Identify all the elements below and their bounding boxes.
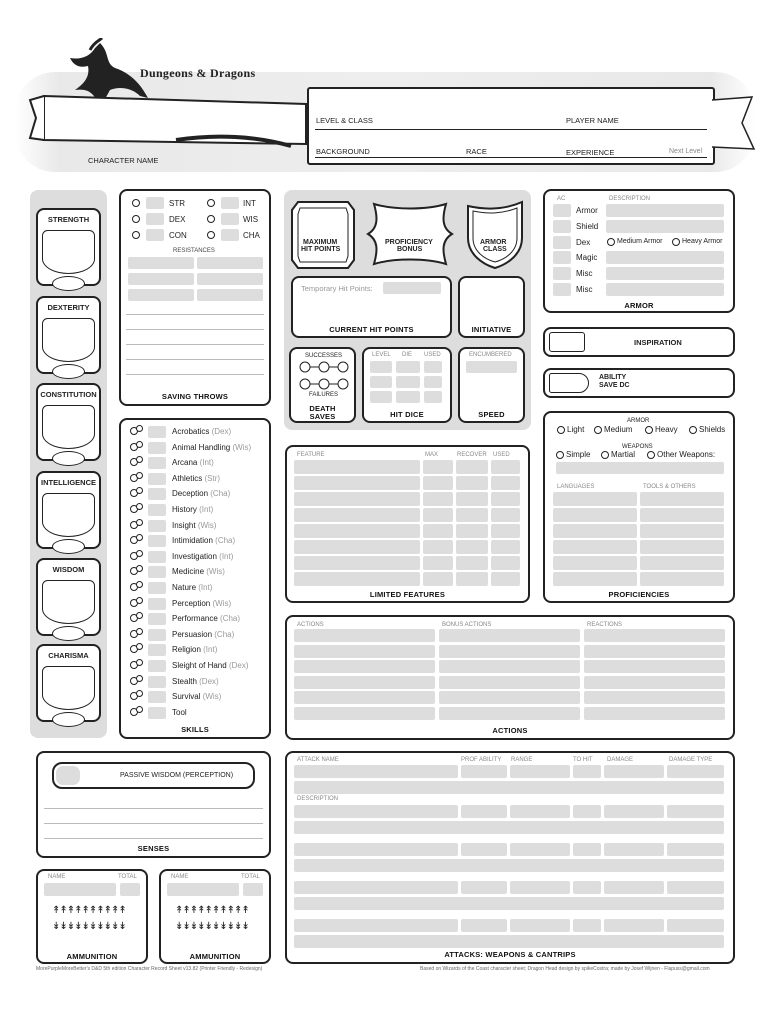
skill-name: Sleight of Hand (Dex) [172, 661, 249, 670]
armor-ac-field[interactable] [553, 236, 571, 249]
saving-throws-box [119, 189, 271, 406]
skill-value-field[interactable] [148, 691, 166, 703]
skill-row[interactable] [130, 503, 270, 517]
attack-field[interactable] [667, 843, 724, 856]
death-save-failure-checks[interactable] [299, 378, 349, 390]
attack-field[interactable] [667, 919, 724, 932]
character-name-label: CHARACTER NAME [88, 156, 159, 165]
attack-field[interactable] [294, 805, 458, 818]
attack-description-field[interactable] [294, 935, 724, 948]
armor-class-shield-icon [464, 198, 526, 270]
skill-row[interactable] [130, 643, 270, 657]
inspiration-box[interactable]: INSPIRATION [543, 327, 735, 357]
feature-max-field[interactable] [423, 540, 453, 554]
character-name-banner [26, 88, 316, 158]
expertise-circle-icon[interactable] [136, 690, 143, 697]
skill-name: Animal Handling (Wis) [172, 442, 252, 452]
feature-recover-field[interactable] [456, 556, 488, 570]
skill-name: Acrobatics (Dex) [172, 427, 232, 436]
other-weapons-field[interactable] [556, 462, 724, 474]
skill-value-field[interactable] [148, 582, 166, 594]
save-int: INT [243, 199, 256, 208]
skill-value-field[interactable] [148, 676, 166, 688]
skill-name: Nature (Int) [172, 583, 213, 592]
feature-used-field[interactable] [491, 492, 520, 506]
feature-max-field[interactable] [423, 524, 453, 538]
skill-name: Insight (Wis) [172, 520, 217, 530]
logo-text: Dungeons & Dragons [140, 66, 256, 80]
attack-field[interactable] [294, 919, 458, 932]
feature-used-field[interactable] [491, 524, 520, 538]
attack-field[interactable] [573, 805, 601, 818]
language-field[interactable] [553, 524, 637, 538]
armor-ac-field[interactable] [553, 204, 571, 217]
feature-name-field[interactable] [294, 572, 420, 586]
skill-value-field[interactable] [148, 488, 166, 500]
expertise-circle-icon[interactable] [136, 534, 143, 541]
language-field[interactable] [553, 572, 637, 586]
expertise-circle-icon[interactable] [136, 472, 143, 479]
language-field[interactable] [553, 556, 637, 570]
action-field[interactable] [294, 707, 435, 720]
action-field[interactable] [584, 645, 725, 658]
skill-row[interactable] [130, 565, 270, 579]
expertise-circle-icon[interactable] [136, 550, 143, 557]
feature-max-field[interactable] [423, 492, 453, 506]
feature-name-field[interactable] [294, 524, 420, 538]
expertise-circle-icon[interactable] [136, 659, 143, 666]
senses-box: PASSIVE WISDOM (PERCEPTION) SENSES [36, 751, 271, 858]
skill-value-field[interactable] [148, 442, 166, 454]
skill-row[interactable] [130, 597, 270, 611]
feature-used-field[interactable] [491, 460, 520, 474]
skill-value-field[interactable] [148, 566, 166, 578]
skill-row[interactable] [130, 472, 270, 486]
skill-row[interactable] [130, 456, 270, 470]
feature-max-field[interactable] [423, 508, 453, 522]
max-hp-label-2: HIT POINTS [301, 246, 341, 253]
armor-box: AC DESCRIPTION ARMOR [543, 189, 735, 313]
ability-dexterity[interactable]: DEXTERITY [36, 296, 101, 374]
ability-constitution[interactable]: CONSTITUTION [36, 383, 101, 461]
skill-value-field[interactable] [148, 644, 166, 656]
skill-row[interactable] [130, 659, 270, 673]
action-field[interactable] [294, 691, 435, 704]
language-field[interactable] [553, 540, 637, 554]
action-field[interactable] [294, 629, 435, 642]
feature-recover-field[interactable] [456, 524, 488, 538]
weapon-proficiency-radio[interactable] [647, 451, 655, 459]
death-saves-box: SUCCESSES FAILURES DEATH SAVES [289, 347, 356, 423]
armor-row-label: Misc [576, 285, 593, 294]
save-dex: DEX [169, 215, 186, 224]
attack-field[interactable] [510, 881, 570, 894]
initiative-box[interactable]: INITIATIVE [458, 276, 525, 338]
tool-field[interactable] [640, 492, 724, 506]
skill-name: Athletics (Str) [172, 473, 221, 483]
armor-class-label-1: ARMOR [480, 239, 507, 246]
expertise-circle-icon[interactable] [136, 519, 143, 526]
feature-used-field[interactable] [491, 476, 520, 490]
skill-value-field[interactable] [148, 598, 166, 610]
attack-field[interactable] [510, 843, 570, 856]
skill-value-field[interactable] [148, 535, 166, 547]
skill-value-field[interactable] [148, 520, 166, 532]
attack-field[interactable] [510, 805, 570, 818]
ability-intelligence[interactable]: INTELLIGENCE [36, 471, 101, 549]
attack-field[interactable] [510, 919, 570, 932]
armor-class-label-2: CLASS [483, 246, 507, 253]
feature-recover-field[interactable] [456, 540, 488, 554]
feature-recover-field[interactable] [456, 492, 488, 506]
expertise-circle-icon[interactable] [136, 597, 143, 604]
ability-wisdom[interactable]: WISDOM [36, 558, 101, 636]
language-field[interactable] [553, 508, 637, 522]
right-banner-tail [712, 95, 757, 155]
expertise-circle-icon[interactable] [136, 581, 143, 588]
saving-throws-title: SAVING THROWS [161, 392, 229, 401]
skill-name: Survival (Wis) [172, 692, 222, 702]
expertise-circle-icon[interactable] [136, 456, 143, 463]
expertise-circle-icon[interactable] [136, 612, 143, 619]
feature-max-field[interactable] [423, 572, 453, 586]
skill-row[interactable] [130, 675, 270, 689]
player-name-label: PLAYER NAME [566, 116, 619, 125]
attack-field[interactable] [461, 765, 507, 778]
medium-armor-radio[interactable] [607, 238, 615, 246]
expertise-circle-icon[interactable] [136, 487, 143, 494]
armor-description-field[interactable] [606, 204, 724, 217]
armor-description-field[interactable] [606, 251, 724, 264]
feature-used-field[interactable] [491, 556, 520, 570]
ability-strength[interactable]: STRENGTH [36, 208, 101, 286]
skill-name: Arcana (Int) [172, 458, 214, 468]
tool-field[interactable] [640, 572, 724, 586]
action-field[interactable] [439, 629, 580, 642]
ammunition-box-1: NAME TOTAL ↟↟↟↟↟↟↟↟↟↟ ↡↡↡↡↡↡↡↡↡↡ AMMUNITION [36, 869, 148, 964]
skill-value-field[interactable] [148, 629, 166, 641]
max-hp-label-1: MAXIMUM [303, 239, 338, 246]
skill-value-field[interactable] [148, 660, 166, 672]
expertise-circle-icon[interactable] [136, 706, 143, 713]
speed-box[interactable]: ENCUMBERED SPEED [458, 347, 525, 423]
attack-description-field[interactable] [294, 897, 724, 910]
proficiency-bonus-badge [364, 198, 456, 270]
action-field[interactable] [439, 660, 580, 673]
attack-field[interactable] [667, 881, 724, 894]
save-str: STR [169, 199, 185, 208]
tool-field[interactable] [640, 508, 724, 522]
attack-field[interactable] [573, 843, 601, 856]
feature-name-field[interactable] [294, 508, 420, 522]
action-field[interactable] [584, 691, 725, 704]
attack-field[interactable] [667, 805, 724, 818]
language-field[interactable] [553, 492, 637, 506]
skill-name: Tool [172, 707, 187, 717]
expertise-circle-icon[interactable] [136, 675, 143, 682]
attack-field[interactable] [294, 843, 458, 856]
skill-name: Intimidation (Cha) [172, 536, 236, 546]
skill-name: Deception (Cha) [172, 489, 231, 499]
feature-recover-field[interactable] [456, 572, 488, 586]
armor-ac-field[interactable] [553, 283, 571, 296]
prof-bonus-label-1: PROFICIENCY [385, 239, 433, 246]
attack-field[interactable] [573, 919, 601, 932]
death-save-success-checks[interactable] [299, 361, 349, 373]
skill-name: Religion (Int) [172, 645, 218, 655]
skill-name: Stealth (Dex) [172, 676, 219, 686]
expertise-circle-icon[interactable] [136, 643, 143, 650]
skill-row[interactable] [130, 690, 270, 704]
expertise-circle-icon[interactable] [136, 565, 143, 572]
current-hp-title: CURRENT HIT POINTS [329, 325, 414, 334]
footer-left: MorePurpleMoreBetter's D&D 5th edition Character Record Sheet v13.82 (Printer Friendly - Redesign) [36, 966, 263, 972]
prof-bonus-label-2: BONUS [397, 246, 423, 253]
skill-value-field[interactable] [148, 707, 166, 719]
action-field[interactable] [439, 645, 580, 658]
feature-name-field[interactable] [294, 540, 420, 554]
action-field[interactable] [584, 707, 725, 720]
feature-used-field[interactable] [491, 572, 520, 586]
race-label: RACE [466, 147, 487, 156]
attack-field[interactable] [461, 881, 507, 894]
skill-row[interactable] [130, 550, 270, 564]
skill-value-field[interactable] [148, 504, 166, 516]
armor-description-field[interactable] [606, 220, 724, 233]
expertise-circle-icon[interactable] [136, 441, 143, 448]
attack-field[interactable] [604, 919, 664, 932]
skill-row[interactable] [130, 534, 270, 548]
experience-label: EXPERIENCE [566, 148, 615, 157]
skill-row[interactable] [130, 519, 270, 533]
armor-row-label: Magic [576, 253, 598, 263]
skill-row[interactable] [130, 425, 270, 439]
attack-field[interactable] [461, 919, 507, 932]
skill-name: Investigation (Int) [172, 551, 234, 561]
armor-proficiency-radio[interactable] [689, 426, 697, 434]
armor-row-label: Shield [576, 221, 599, 231]
skill-row[interactable] [130, 581, 270, 595]
action-field[interactable] [439, 707, 580, 720]
skill-value-field[interactable] [148, 551, 166, 563]
weapon-proficiency-radio[interactable] [556, 451, 564, 459]
attack-field[interactable] [604, 843, 664, 856]
skill-name: Medicine (Wis) [172, 567, 225, 577]
action-field[interactable] [294, 676, 435, 689]
action-field[interactable] [584, 629, 725, 642]
ammunition-box-2: NAME TOTAL ↟↟↟↟↟↟↟↟↟↟ ↡↡↡↡↡↡↡↡↡↡ AMMUNITION [159, 869, 271, 964]
save-con: CON [169, 231, 187, 240]
resistances-label: RESISTANCES [173, 248, 215, 254]
feature-max-field[interactable] [423, 460, 453, 474]
footer-right: Based on Wizards of the Coast character sheet; Dragon Head design by spikeCostra; made by Josef Wijnen - Flapuss@gmail.com [420, 966, 710, 972]
feature-name-field[interactable] [294, 476, 420, 490]
armor-proficiency-radio[interactable] [557, 426, 565, 434]
feature-used-field[interactable] [491, 508, 520, 522]
action-field[interactable] [439, 676, 580, 689]
attack-field[interactable] [667, 765, 724, 778]
attack-description-field[interactable] [294, 781, 724, 794]
attack-field[interactable] [604, 805, 664, 818]
skill-row[interactable] [130, 628, 270, 642]
skill-row[interactable] [130, 612, 270, 626]
next-level-label: Next Level [669, 148, 703, 155]
action-field[interactable] [584, 676, 725, 689]
skill-value-field[interactable] [148, 473, 166, 485]
weapon-proficiency-radio[interactable] [601, 451, 609, 459]
arrow-tally-icons[interactable]: ↟↟↟↟↟↟↟↟↟↟ [175, 905, 249, 916]
max-hp-shield [288, 200, 358, 270]
save-wis: WIS [243, 215, 259, 224]
background-label: BACKGROUND [316, 147, 370, 156]
feature-name-field[interactable] [294, 556, 420, 570]
heavy-armor-radio[interactable] [672, 238, 680, 246]
attack-field[interactable] [510, 765, 570, 778]
arrow-tally-icons[interactable]: ↟↟↟↟↟↟↟↟↟↟ [52, 905, 126, 916]
skill-row[interactable] [130, 706, 270, 720]
expertise-circle-icon[interactable] [136, 425, 143, 432]
current-hp-box[interactable]: Temporary Hit Points: CURRENT HIT POINTS [291, 276, 452, 338]
feature-recover-field[interactable] [456, 460, 488, 474]
attack-field[interactable] [461, 843, 507, 856]
action-field[interactable] [439, 691, 580, 704]
attack-field[interactable] [604, 881, 664, 894]
attack-field[interactable] [294, 765, 458, 778]
armor-description-field[interactable] [606, 283, 724, 296]
feature-name-field[interactable] [294, 460, 420, 474]
save-cha: CHA [243, 231, 260, 240]
skill-row[interactable] [130, 441, 270, 455]
armor-row-label: Misc [576, 269, 593, 279]
armor-proficiency-radio[interactable] [594, 426, 602, 434]
skill-name: History (Int) [172, 505, 214, 514]
tool-field[interactable] [640, 524, 724, 538]
feature-max-field[interactable] [423, 556, 453, 570]
level-class-label: LEVEL & CLASS [316, 116, 373, 125]
expertise-circle-icon[interactable] [136, 503, 143, 510]
expertise-circle-icon[interactable] [136, 628, 143, 635]
ability-save-dc-box[interactable]: ABILITY SAVE DC [543, 368, 735, 398]
attack-field[interactable] [294, 881, 458, 894]
armor-ac-field[interactable] [553, 267, 571, 280]
armor-proficiency-radio[interactable] [645, 426, 653, 434]
skill-row[interactable] [130, 487, 270, 501]
feature-recover-field[interactable] [456, 476, 488, 490]
feature-name-field[interactable] [294, 492, 420, 506]
armor-description-field[interactable] [606, 267, 724, 280]
passive-wisdom-field[interactable]: PASSIVE WISDOM (PERCEPTION) [52, 762, 255, 789]
ability-charisma[interactable]: CHARISMA [36, 644, 101, 722]
actions-box: ACTIONS BONUS ACTIONS REACTIONS ACTIONS [285, 615, 735, 740]
skill-value-field[interactable] [148, 426, 166, 438]
attack-description-field[interactable] [294, 859, 724, 872]
armor-ac-field[interactable] [553, 251, 571, 264]
attack-field[interactable] [573, 881, 601, 894]
feature-used-field[interactable] [491, 540, 520, 554]
attacks-box: ATTACK NAME PROF ABILITY RANGE TO HIT DAMAGE DAMAGE TYPE DESCRIPTION ATTACKS: WEAPONS & CANTRIPS [285, 751, 735, 964]
action-field[interactable] [294, 660, 435, 673]
attack-field[interactable] [573, 765, 601, 778]
armor-ac-field[interactable] [553, 220, 571, 233]
action-field[interactable] [294, 645, 435, 658]
action-field[interactable] [584, 660, 725, 673]
feature-max-field[interactable] [423, 476, 453, 490]
limited-features-box: FEATURE MAX RECOVER USED LIMITED FEATURES [285, 445, 530, 603]
attack-field[interactable] [604, 765, 664, 778]
feature-recover-field[interactable] [456, 508, 488, 522]
tool-field[interactable] [640, 540, 724, 554]
skills-title: SKILLS [181, 725, 209, 734]
armor-row-label: Armor [576, 206, 598, 215]
proficiencies-box: ARMOR WEAPONS LANGUAGES TOOLS & OTHERS PROFICIENCIES [543, 411, 735, 603]
hit-dice-box: LEVEL DIE USED HIT DICE [362, 347, 452, 423]
skill-name: Performance (Cha) [172, 614, 241, 624]
skill-value-field[interactable] [148, 457, 166, 469]
attack-field[interactable] [461, 805, 507, 818]
skill-value-field[interactable] [148, 613, 166, 625]
skill-name: Persuasion (Cha) [172, 629, 235, 639]
tool-field[interactable] [640, 556, 724, 570]
skill-name: Perception (Wis) [172, 598, 232, 608]
armor-row-label: Dex [576, 237, 591, 247]
attack-description-field[interactable] [294, 821, 724, 834]
